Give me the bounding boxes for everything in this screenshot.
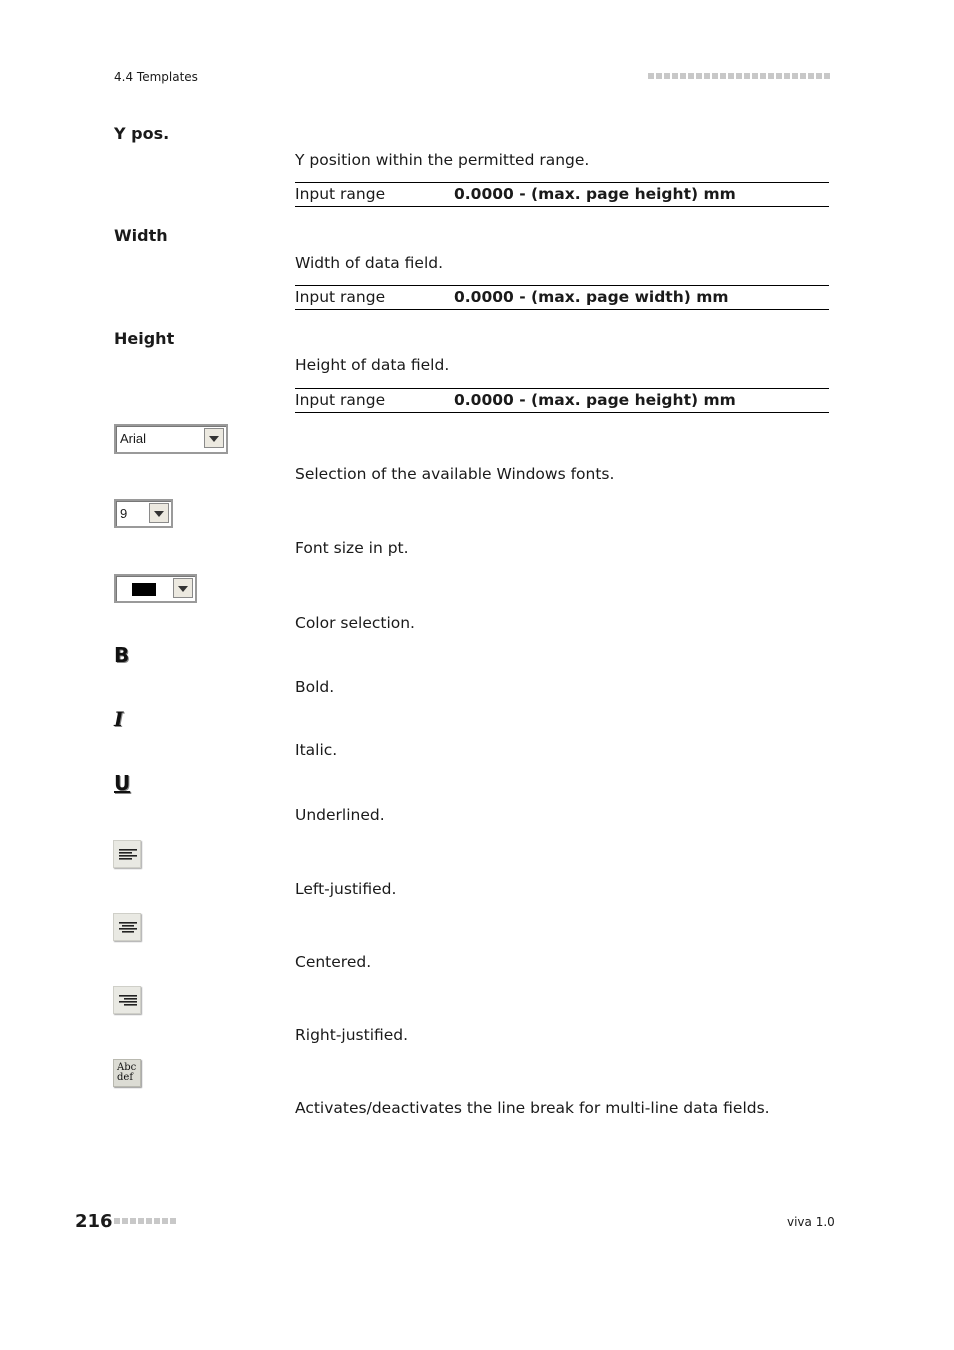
running-header-section: 4.4 Templates xyxy=(114,70,198,84)
italic-icon[interactable]: I xyxy=(114,707,124,731)
color-select-description: Color selection. xyxy=(295,614,415,632)
font-size-description: Font size in pt. xyxy=(295,539,409,557)
field-heading-y-pos: Y pos. xyxy=(114,124,170,143)
bold-description: Bold. xyxy=(295,678,335,696)
page-number: 216 xyxy=(75,1211,113,1232)
align-right-description: Right-justified. xyxy=(295,1026,409,1044)
underline-description: Underlined. xyxy=(295,806,385,824)
font-select-description: Selection of the available Windows fonts. xyxy=(295,465,615,483)
product-name: viva 1.0 xyxy=(787,1215,835,1229)
align-center-description: Centered. xyxy=(295,953,372,971)
bold-icon[interactable]: B xyxy=(114,643,130,667)
italic-description: Italic. xyxy=(295,741,338,759)
align-center-icon[interactable] xyxy=(113,913,141,941)
field-heading-height: Height xyxy=(114,329,175,348)
line-break-description: Activates/deactivates the line break for multi-line data fields. xyxy=(295,1099,770,1117)
footer-decoration xyxy=(114,1218,176,1224)
range-table-y-pos xyxy=(295,182,829,207)
color-swatch xyxy=(132,583,156,596)
line-break-icon-text: def xyxy=(117,1072,134,1083)
align-left-description: Left-justified. xyxy=(295,880,397,898)
range-value: 0.0000 - (max. page height) mm xyxy=(454,185,736,203)
line-break-icon[interactable] xyxy=(113,1059,141,1087)
color-select[interactable] xyxy=(114,574,197,603)
align-right-icon[interactable] xyxy=(113,986,141,1014)
font-select-value: Arial xyxy=(120,431,147,446)
line-break-icon-text: Abc xyxy=(117,1062,137,1073)
range-label: Input range xyxy=(295,391,386,409)
range-value: 0.0000 - (max. page height) mm xyxy=(454,391,736,409)
range-value: 0.0000 - (max. page width) mm xyxy=(454,288,729,306)
chevron-down-icon[interactable] xyxy=(173,578,193,598)
field-description-height: Height of data field. xyxy=(295,356,450,374)
header-decoration xyxy=(648,73,830,79)
font-select[interactable] xyxy=(114,424,228,454)
font-size-select[interactable] xyxy=(114,499,173,528)
chevron-down-icon[interactable] xyxy=(204,428,224,448)
field-heading-width: Width xyxy=(114,226,168,245)
field-description-width: Width of data field. xyxy=(295,254,444,272)
chevron-down-icon[interactable] xyxy=(149,503,169,523)
align-left-icon[interactable] xyxy=(113,840,141,868)
range-label: Input range xyxy=(295,185,386,203)
range-label: Input range xyxy=(295,288,386,306)
font-size-value: 9 xyxy=(120,506,128,521)
field-description-y-pos: Y position within the permitted range. xyxy=(295,151,590,169)
range-table-width xyxy=(295,285,829,310)
underline-icon[interactable]: U xyxy=(114,771,131,795)
range-table-height xyxy=(295,388,829,413)
